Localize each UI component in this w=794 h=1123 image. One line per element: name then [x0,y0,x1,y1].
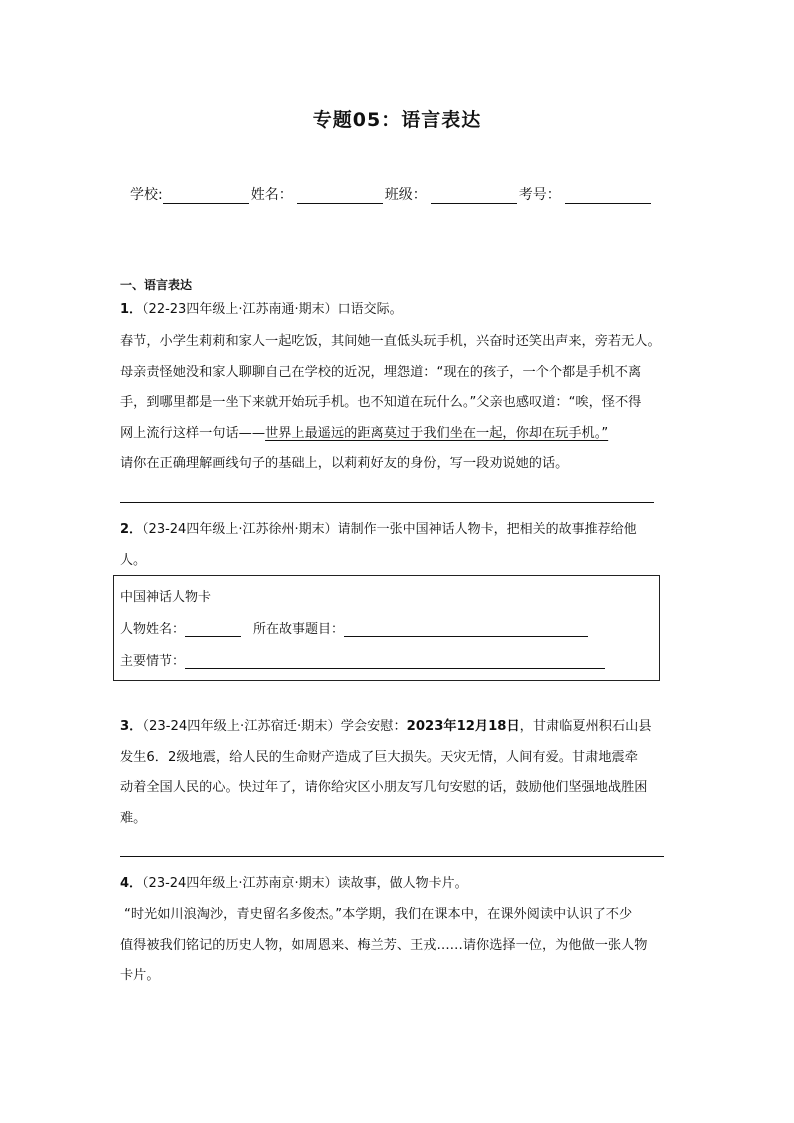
question-number: 3． [120,719,143,734]
name-label: 姓名： [250,187,293,203]
q1-line-4-plain: 网上流行这样一句话—— [120,425,266,441]
q1-paragraph [120,327,680,480]
question-number: 4． [120,876,143,891]
question-prompt: 口语交际。 [337,302,403,317]
card-row-name-story [120,618,588,637]
question-number: 1． [120,302,143,317]
page-title: 专题05：语言表达 [312,109,482,131]
q3-prompt-a: 学会安慰： [340,719,407,734]
name-blank[interactable] [297,187,383,204]
question-prompt: 请制作一张中国神话人物卡，把相关的故事推荐给他 [337,522,637,537]
section-heading: 一、语言表达 [120,278,193,292]
field-name-label: 人物姓名： [120,622,186,637]
q1-line-4 [120,419,680,450]
field-story-label: 所在故事题目： [253,622,345,637]
exam-no-blank[interactable] [565,187,651,204]
class-blank[interactable] [431,187,517,204]
q3-date: 2023年12月18日 [406,719,520,734]
q1-line-1: 春节，小学生莉莉和家人一起吃饭，其间她一直低头玩手机，兴奋时还笑出声来，旁若无人。 [120,334,661,349]
q1-line-2: 母亲责怪她没和家人聊聊自己在学校的近况，埋怨道：“现在的孩子，一个个都是手机不离 [120,364,642,380]
q3-prompt-c: ，甘肃临夏州积石山县 [519,719,652,734]
q3-answer-line[interactable] [120,856,664,857]
question-number: 2． [120,522,143,537]
field-plot-blank[interactable] [185,653,605,669]
question-2-header [120,514,680,576]
card-row-plot [120,650,605,669]
school-label: 学校: [130,187,163,203]
exam-no-label: 考号： [518,187,561,203]
q3-line-4: 难。 [120,810,147,826]
student-info-line [130,184,670,204]
q1-instruction: 请你在正确理解画线句子的基础上，以莉莉好友的身份，写一段劝说她的话。 [120,456,569,471]
field-story-blank[interactable] [344,621,588,637]
q3-line-3: 动着全国人民的心。快过年了，请你给灾区小朋友写几句安慰的话，鼓励他们坚强地战胜困 [120,780,648,795]
question-source: （22-23四年级上·江苏南通·期末） [142,302,338,317]
q4-paragraph [120,900,680,992]
question-source: （23-24四年级上·江苏徐州·期末） [142,522,338,537]
question-4-header [120,868,680,899]
q4-line-1: “时光如川浪淘沙，青史留名多俊杰。”本学期，我们在课本中，在课外阅读中认识了不少 [124,907,633,922]
question-source: （23-24四年级上·江苏南京·期末） [142,876,338,891]
q1-answer-line[interactable] [120,502,654,503]
q1-line-3: 手，到哪里都是一坐下来就开始玩手机。也不知道在玩什么。”父亲也感叹道：“唉，怪不得 [120,395,642,410]
class-label: 班级： [384,187,427,203]
question-3 [120,712,680,834]
question-prompt-cont: 人。 [120,553,147,568]
field-name-blank[interactable] [185,621,241,637]
question-1-header [120,294,680,325]
q4-line-3: 卡片。 [120,968,160,983]
question-source: （23-24四年级上·江苏宿迁·期末） [142,719,341,734]
q3-line-2: 发生6．2级地震，给人民的生命财产造成了巨大损失。天灾无情，人间有爱。甘肃地震牵 [120,749,638,765]
q4-line-2: 值得被我们铭记的历史人物，如周恩来、梅兰芳、王戎……请你选择一位，为他做一张人物 [120,937,648,953]
field-plot-label: 主要情节： [120,654,186,669]
question-prompt: 读故事，做人物卡片。 [337,876,468,891]
underlined-sentence: 世界上最遥远的距离莫过于我们坐在一起，你却在玩手机。” [265,425,609,441]
school-blank[interactable] [163,187,249,204]
card-title: 中国神话人物卡 [120,590,212,605]
myth-character-card [113,575,660,681]
q3-line-1 [120,712,680,743]
